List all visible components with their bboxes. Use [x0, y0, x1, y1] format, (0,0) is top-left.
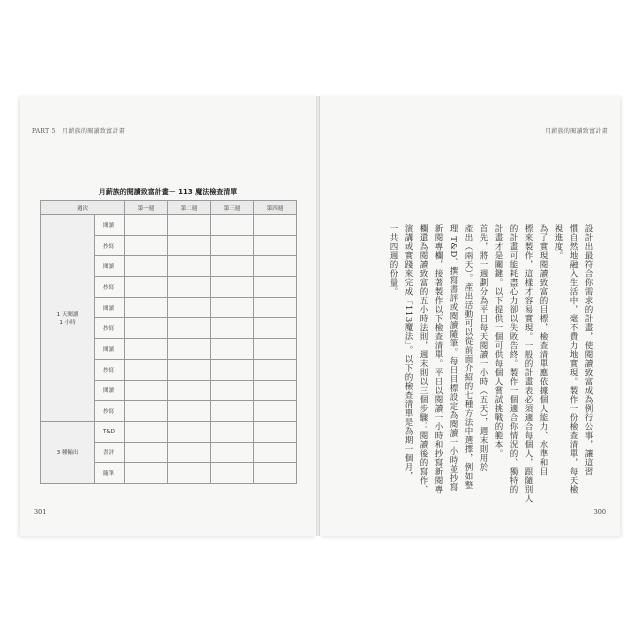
row-group-label [41, 215, 95, 422]
check-cell[interactable] [125, 463, 168, 484]
group-label-line2: 1 小時 [59, 319, 76, 326]
check-cell[interactable] [211, 277, 254, 298]
right-page [320, 96, 620, 536]
check-cell[interactable] [211, 297, 254, 318]
table-title: 月薪族的閱讀致富計畫－ 113 魔法檢查清單 [98, 188, 238, 196]
text-column: 設計出最符合你需求的計畫，使閱讀致富成為例行公事，讓這習 [583, 224, 593, 476]
check-cell[interactable] [168, 380, 211, 401]
check-cell[interactable] [125, 215, 168, 236]
left-page [20, 96, 316, 536]
check-cell[interactable] [254, 235, 297, 256]
check-cell[interactable] [211, 401, 254, 422]
check-cell[interactable] [211, 463, 254, 484]
text-column: 新閱專欄，接著製作以下檢查清單。平日以閱讀一小時和抄寫新閱專 [433, 224, 443, 494]
check-cell[interactable] [254, 297, 297, 318]
row-group-label [41, 421, 95, 483]
text-column: 的計畫可能耗盡心力卻以失敗告終。製作一個適合你情況的、獨特的 [508, 224, 518, 494]
check-cell[interactable] [254, 442, 297, 463]
check-cell[interactable] [254, 421, 297, 442]
activity-label: 閱讀 [95, 256, 125, 277]
header-week-1: 第一週 [125, 201, 168, 215]
activity-label: 閱讀 [95, 297, 125, 318]
text-column: 欄還為閱讀致富的五小時法則，週末則以三個步驟：閱讀後的寫作、 [418, 224, 428, 494]
activity-label: 閱讀 [95, 380, 125, 401]
check-cell[interactable] [125, 339, 168, 360]
table-row [41, 421, 297, 442]
check-cell[interactable] [125, 277, 168, 298]
group-label-line1: 3 種輸出 [56, 450, 79, 457]
header-week-4: 第四週 [254, 201, 297, 215]
page-number: 300 [593, 508, 606, 516]
text-column: 為了實現閱讀致富的目標，檢查清單應依據個人能力、水準和目 [538, 224, 548, 476]
check-cell[interactable] [125, 401, 168, 422]
text-column: 理 T&D、撰寫書評或閱讀隨筆。每日目標設定為閱讀一小時並抄寫 [448, 224, 458, 492]
header-week-3: 第三週 [211, 201, 254, 215]
check-cell[interactable] [254, 463, 297, 484]
page-number: 301 [34, 508, 47, 516]
check-cell[interactable] [168, 339, 211, 360]
check-cell[interactable] [125, 256, 168, 277]
running-head: PART 5 月薪族的閱讀致富計畫 [32, 128, 126, 135]
text-column: 演講或實踐來完成「113魔法」。以下的檢查清單是為期一個月， [403, 224, 413, 481]
check-cell[interactable] [168, 277, 211, 298]
text-column: 慣自然地融入生活中，毫不費力地實現。製作一份檢查清單，每天檢 [568, 224, 578, 494]
check-cell[interactable] [125, 359, 168, 380]
check-cell[interactable] [211, 318, 254, 339]
check-cell[interactable] [211, 215, 254, 236]
check-cell[interactable] [254, 256, 297, 277]
check-cell[interactable] [254, 318, 297, 339]
check-cell[interactable] [211, 421, 254, 442]
running-head: 月薪族的閱讀致富計畫 [544, 128, 608, 135]
activity-label: T&D [95, 421, 125, 442]
text-column: 計畫才是關鍵。以下提供一個可供每個人嘗試挑戰的範本。 [493, 224, 503, 458]
check-cell[interactable] [168, 401, 211, 422]
activity-label: 閱讀 [95, 339, 125, 360]
vertical-body-text [320, 224, 620, 503]
check-cell[interactable] [168, 463, 211, 484]
activity-label: 抄寫 [95, 235, 125, 256]
check-cell[interactable] [168, 297, 211, 318]
header-week: 週次 [41, 201, 125, 215]
activity-label: 抄寫 [95, 401, 125, 422]
check-cell[interactable] [125, 380, 168, 401]
table-row [41, 215, 297, 236]
activity-label: 抄寫 [95, 359, 125, 380]
check-cell[interactable] [211, 256, 254, 277]
check-cell[interactable] [211, 339, 254, 360]
text-column: 標來製作，這樣才容易實現。一般的計畫表必須適合每個人，跟隨別人 [523, 224, 533, 503]
check-cell[interactable] [168, 256, 211, 277]
checklist-table [40, 200, 297, 484]
check-cell[interactable] [168, 235, 211, 256]
check-cell[interactable] [254, 401, 297, 422]
check-cell[interactable] [254, 339, 297, 360]
check-cell[interactable] [168, 318, 211, 339]
activity-label: 抄寫 [95, 277, 125, 298]
check-cell[interactable] [211, 235, 254, 256]
text-column: 視進度。 [553, 224, 563, 260]
check-cell[interactable] [168, 442, 211, 463]
check-cell[interactable] [254, 380, 297, 401]
activity-label: 抄寫 [95, 318, 125, 339]
check-cell[interactable] [211, 442, 254, 463]
check-cell[interactable] [125, 442, 168, 463]
check-cell[interactable] [211, 380, 254, 401]
header-week-2: 第二週 [168, 201, 211, 215]
activity-label: 閱讀 [95, 215, 125, 236]
group-label-line1: 1 天閱讀 [56, 311, 79, 318]
activity-label: 隨筆 [95, 463, 125, 484]
check-cell[interactable] [211, 359, 254, 380]
table-body [41, 215, 297, 484]
check-cell[interactable] [254, 359, 297, 380]
text-column: 產出（兩天）。產出活動可以從前面介紹的七種方法中選擇，例如整 [463, 224, 473, 490]
check-cell[interactable] [254, 277, 297, 298]
check-cell[interactable] [254, 215, 297, 236]
table-header-row [41, 201, 297, 215]
text-column: 一共四週的份量。 [388, 224, 398, 296]
check-cell[interactable] [168, 421, 211, 442]
check-cell[interactable] [125, 235, 168, 256]
check-cell[interactable] [125, 297, 168, 318]
activity-label: 書評 [95, 442, 125, 463]
check-cell[interactable] [125, 318, 168, 339]
text-column: 首先，將一週劃分為平日每天閱讀一小時（五天），週末則用於 [478, 224, 488, 472]
check-cell[interactable] [168, 215, 211, 236]
check-cell[interactable] [168, 359, 211, 380]
check-cell[interactable] [125, 421, 168, 442]
